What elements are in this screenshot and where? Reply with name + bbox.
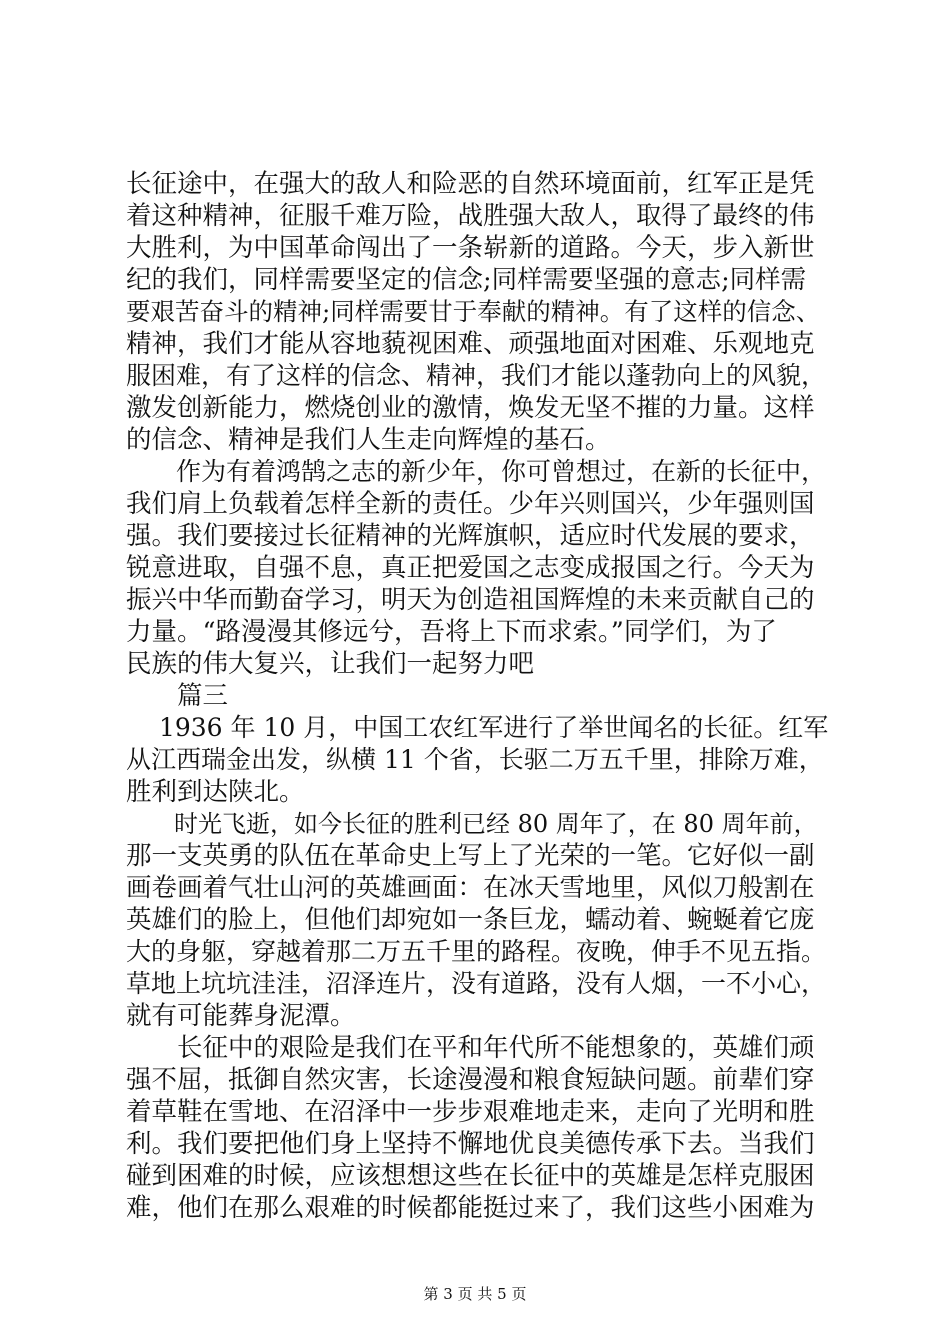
text-line: 难，他们在那么艰难的时候都能挺过来了，我们这些小困难为 bbox=[126, 1193, 815, 1223]
text-line: 从江西瑞金出发，纵横 11 个省，长驱二万五千里，排除万难， bbox=[126, 745, 824, 774]
page-footer: 第 3 页 共 5 页 bbox=[423, 1285, 527, 1303]
text-line: 强不屈，抵御自然灾害，长途漫漫和粮食短缺问题。前辈们穿 bbox=[126, 1065, 815, 1095]
text-line: 着这种精神，征服千难万险，战胜强大敌人，取得了最终的伟 bbox=[126, 201, 815, 231]
text-line: 服困难，有了这样的信念、精神，我们才能以蓬勃向上的风貌， bbox=[126, 361, 827, 390]
text-line: 力量。“路漫漫其修远兮，吾将上下而求索。”同学们，为了 bbox=[126, 617, 777, 647]
text-line: 锐意进取，自强不息，真正把爱国之志变成报国之行。今天为 bbox=[126, 553, 815, 583]
text-line: 时光飞逝，如今长征的胜利已经 80 周年了，在 80 周年前， bbox=[126, 810, 818, 838]
text-line: 碰到困难的时候，应该想想这些在长征中的英雄是怎样克服困 bbox=[126, 1161, 815, 1191]
text-line: 长征中的艰险是我们在平和年代所不能想象的，英雄们顽 bbox=[126, 1033, 815, 1063]
text-line: 篇三 bbox=[126, 681, 229, 711]
text-line: 激发创新能力，燃烧创业的激情，焕发无坚不摧的力量。这样 bbox=[126, 393, 815, 423]
text-line: 要艰苦奋斗的精神;同样需要甘于奉献的精神。有了这样的信念、 bbox=[126, 297, 821, 326]
text-line: 英雄们的脸上，但他们却宛如一条巨龙，蠕动着、蜿蜒着它庞 bbox=[126, 905, 815, 935]
text-line: 作为有着鸿鹄之志的新少年，你可曾想过，在新的长征中， bbox=[126, 457, 827, 486]
text-line: 振兴中华而勤奋学习，明天为创造祖国辉煌的未来贡献自己的 bbox=[126, 585, 815, 615]
text-line: 1936 年 10 月，中国工农红军进行了举世闻名的长征。红军 bbox=[126, 713, 829, 742]
text-line: 强。我们要接过长征精神的光辉旗帜，适应时代发展的要求， bbox=[126, 521, 815, 551]
text-line: 草地上坑坑洼洼，沼泽连片，没有道路，没有人烟，一不小心， bbox=[126, 969, 827, 998]
text-line: 民族的伟大复兴，让我们一起努力吧 bbox=[126, 649, 535, 679]
text-line: 就有可能葬身泥潭。 bbox=[126, 1001, 356, 1031]
text-line: 精神，我们才能从容地藐视困难、顽强地面对困难、乐观地克 bbox=[126, 329, 815, 359]
text-line: 那一支英勇的队伍在革命史上写上了光荣的一笔。它好似一副 bbox=[126, 841, 815, 871]
text-line: 画卷画着气壮山河的英雄画面：在冰天雪地里，风似刀般割在 bbox=[126, 873, 815, 903]
text-line: 大的身躯，穿越着那二万五千里的路程。夜晚，伸手不见五指。 bbox=[126, 937, 827, 966]
text-line: 大胜利，为中国革命闯出了一条崭新的道路。今天，步入新世 bbox=[126, 233, 815, 263]
text-line: 纪的我们，同样需要坚定的信念;同样需要坚强的意志;同样需 bbox=[126, 265, 807, 295]
text-line: 长征途中，在强大的敌人和险恶的自然环境面前，红军正是凭 bbox=[126, 169, 815, 199]
text-line: 我们肩上负载着怎样全新的责任。少年兴则国兴，少年强则国 bbox=[126, 489, 815, 519]
text-line: 胜利到达陕北。 bbox=[126, 777, 305, 807]
text-line: 的信念、精神是我们人生走向辉煌的基石。 bbox=[126, 425, 611, 455]
text-line: 着草鞋在雪地、在沼泽中一步步艰难地走来，走向了光明和胜 bbox=[126, 1097, 815, 1127]
text-line: 利。我们要把他们身上坚持不懈地优良美德传承下去。当我们 bbox=[126, 1129, 815, 1159]
document-body bbox=[126, 168, 831, 1224]
